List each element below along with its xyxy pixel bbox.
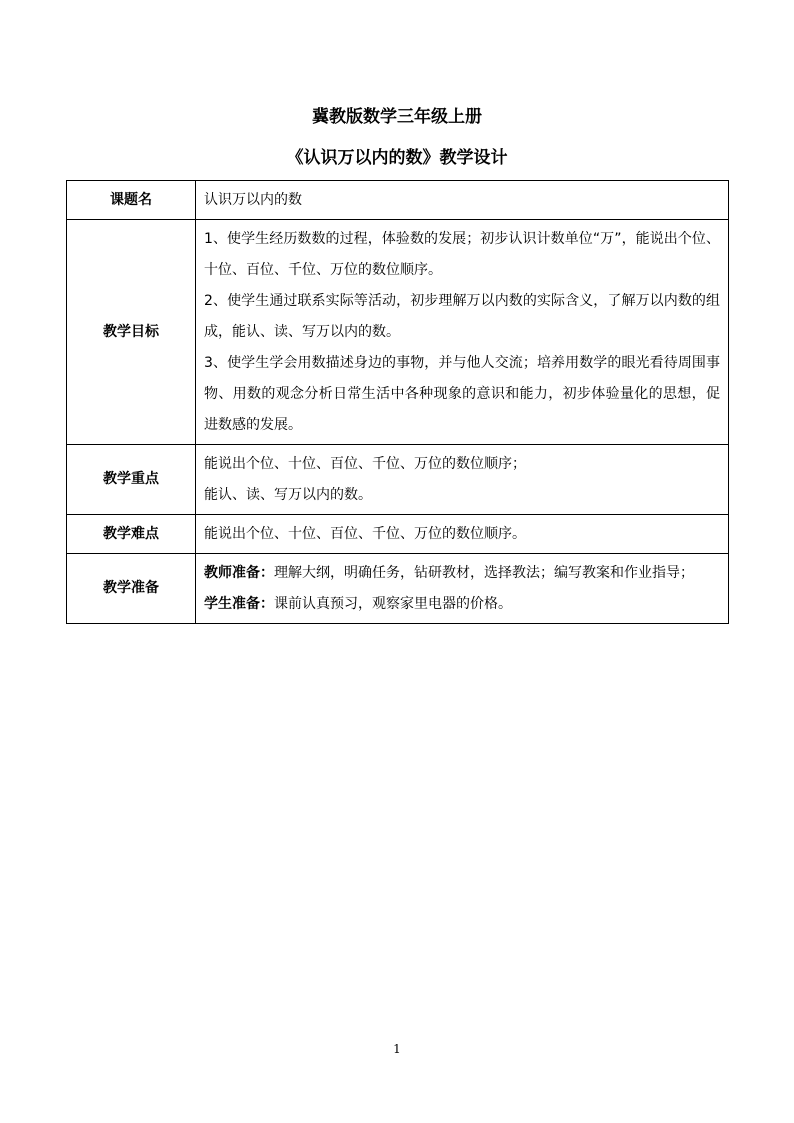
teacher-preparation-text: 理解大纲，明确任务，钻研教材，选择教法；编写教案和作业指导； (274, 565, 694, 581)
document-subtitle: 《认识万以内的数》教学设计 (286, 148, 508, 168)
teacher-preparation (204, 558, 720, 589)
row-label-difficulties: 教学难点 (67, 515, 196, 554)
row-content-preparation (196, 554, 729, 624)
row-content-topic (196, 181, 729, 220)
row-content-difficulties (196, 515, 729, 554)
table-row-preparation (67, 554, 729, 624)
page-number: 1 (393, 1042, 401, 1056)
row-label-topic: 课题名 (67, 181, 196, 220)
row-content-key-points (196, 445, 729, 515)
table-row-objectives (67, 220, 729, 445)
table-row-topic (67, 181, 729, 220)
student-preparation-label: 学生准备： (204, 596, 274, 612)
student-preparation-text: 课前认真预习，观察家里电器的价格。 (274, 596, 512, 612)
lesson-plan-table (66, 180, 729, 624)
objective-item-3: 3、使学生学会用数描述身边的事物，并与他人交流；培养用数学的眼光看待周围事物、用数的观念分析日常生活中各种现象的意识和能力，初步体验量化的思想，促进数感的发展。 (204, 355, 720, 433)
row-label-objectives: 教学目标 (67, 220, 196, 445)
document-title: 冀教版数学三年级上册 (312, 107, 482, 127)
row-content-objectives (196, 220, 729, 445)
key-point-2: 能认、读、写万以内的数。 (204, 487, 372, 503)
key-point-1: 能说出个位、十位、百位、千位、万位的数位顺序； (204, 456, 526, 472)
topic-text: 认识万以内的数 (204, 192, 302, 208)
difficulty-text: 能说出个位、十位、百位、千位、万位的数位顺序。 (204, 526, 526, 542)
objective-item-2: 2、使学生通过联系实际等活动，初步理解万以内数的实际含义，了解万以内数的组成，能认、读、写万以内的数。 (204, 293, 720, 340)
objective-item-1: 1、使学生经历数数的过程，体验数的发展；初步认识计数单位“万”，能说出个位、十位、百位、千位、万位的数位顺序。 (204, 231, 720, 278)
teacher-preparation-label: 教师准备： (204, 565, 274, 581)
table-row-difficulties (67, 515, 729, 554)
table-row-key-points (67, 445, 729, 515)
student-preparation (204, 589, 720, 620)
row-label-preparation: 教学准备 (67, 554, 196, 624)
row-label-key-points: 教学重点 (67, 445, 196, 515)
